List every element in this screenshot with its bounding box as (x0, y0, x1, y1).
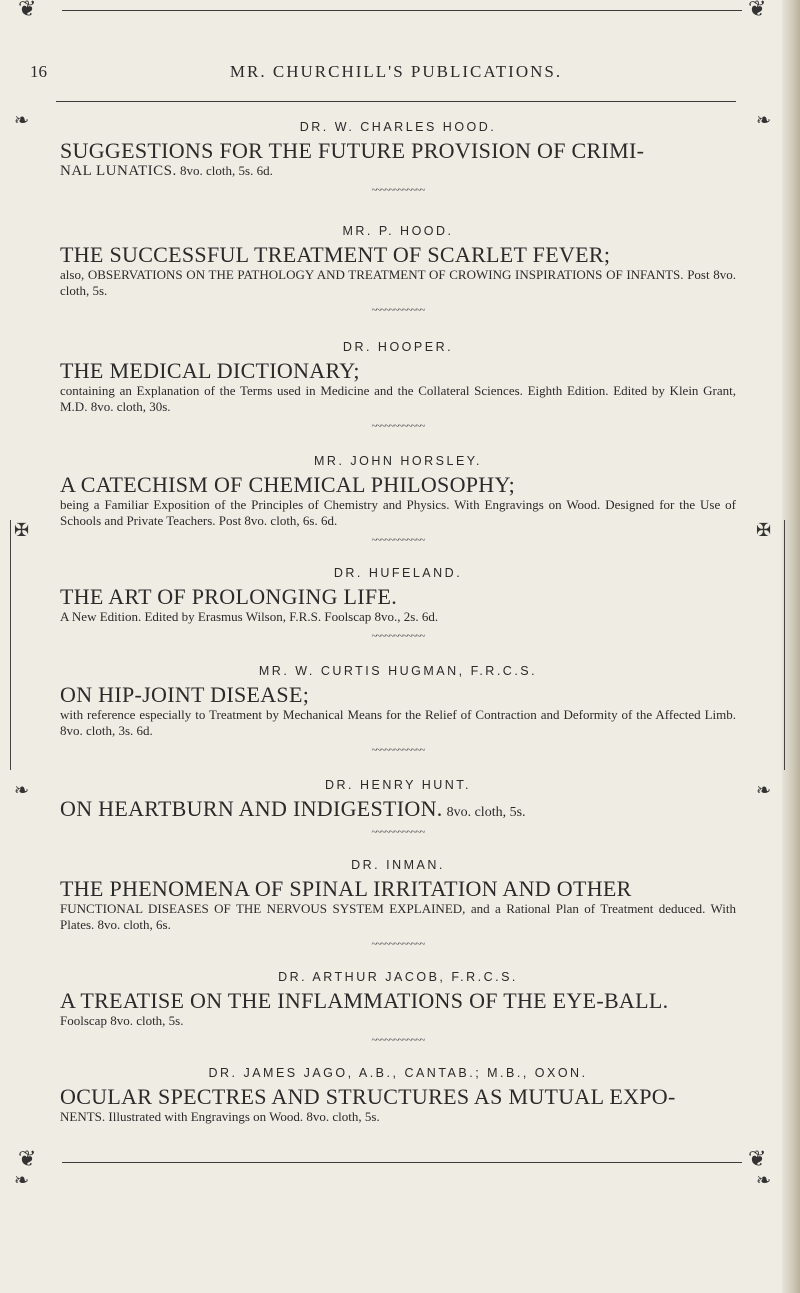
author-name: MR. P. HOOD. (342, 224, 454, 238)
divider: ~~~~~~~~~~~~ (371, 535, 425, 546)
author-name: DR. HENRY HUNT. (324, 778, 472, 792)
right-margin-ornament: ❧ (756, 780, 772, 800)
left-margin-ornament: ✠ (14, 520, 30, 540)
entry-inman (60, 858, 736, 957)
entry-hood-w-charles (60, 120, 736, 203)
bottom-rule (62, 1162, 742, 1163)
book-details: A New Edition. Edited by Erasmus Wilson, F.R.S. Foolscap 8vo., 2s. 6d. (60, 609, 439, 624)
bottom-left-ornament: ❦ (18, 1146, 37, 1171)
book-details: FUNCTIONAL DISEASES OF THE NERVOUS SYSTEM EXPLAINED, and a Rational Plan of Treatment deduced. With Plates. 8vo. cloth, 6s. (60, 901, 736, 932)
entry-jago (60, 1066, 736, 1125)
running-title: MR. CHURCHILL'S PUBLICATIONS. (229, 62, 563, 81)
book-title: THE ART OF PROLONGING LIFE. (60, 584, 397, 609)
right-margin-ornament: ❧ (756, 110, 772, 130)
entry-hood-p (60, 224, 736, 323)
book-title: A CATECHISM OF CHEMICAL PHILOSOPHY; (60, 472, 516, 497)
book-title: OCULAR SPECTRES AND STRUCTURES AS MUTUAL EXPO- (60, 1084, 676, 1109)
entry-hugman (60, 664, 736, 763)
book-details: being a Familiar Exposition of the Principles of Chemistry and Physics. With Engravings on Wood. Designed for the Use of Schools and Private Teachers. Post 8vo. cloth, 6s. 6d. (60, 497, 736, 528)
divider: ~~~~~~~~~~~~ (371, 1035, 425, 1046)
author-name: MR. JOHN HORSLEY. (314, 454, 482, 468)
running-header (30, 58, 736, 88)
divider: ~~~~~~~~~~~~ (371, 421, 425, 432)
book-details: Foolscap 8vo. cloth, 5s. (60, 1013, 184, 1028)
top-right-ornament: ❦ (748, 0, 767, 21)
top-left-ornament: ❦ (18, 0, 37, 21)
book-details: Post 8vo. cloth, 5s. (60, 267, 737, 298)
divider: ~~~~~~~~~~~~ (371, 305, 425, 316)
book-title: THE MEDICAL DICTIONARY; (60, 358, 360, 383)
book-title: THE PHENOMENA OF SPINAL IRRITATION AND OTHER (60, 876, 632, 901)
right-margin-ornament: ✠ (756, 520, 772, 540)
entry-hooper (60, 340, 736, 439)
left-border-rule (10, 520, 11, 770)
divider: ~~~~~~~~~~~~ (371, 185, 425, 196)
entry-hunt (60, 778, 736, 845)
left-margin-ornament: ❧ (14, 110, 30, 130)
book-details: NENTS. Illustrated with Engravings on Wood. 8vo. cloth, 5s. (60, 1109, 380, 1124)
book-details: with reference especially to Treatment by Mechanical Means for the Relief of Contraction and Deformity of the Affected Limb. 8vo. cloth, 3s. 6d. (60, 707, 736, 738)
book-title-cont: NAL LUNATICS. (60, 163, 177, 179)
right-border-rule (784, 520, 785, 770)
bottom-right-ornament: ❦ (748, 1146, 767, 1171)
entry-jacob (60, 970, 736, 1053)
divider: ~~~~~~~~~~~~ (371, 939, 425, 950)
author-name: DR. ARTHUR JACOB, F.R.C.S. (278, 970, 518, 984)
header-rule (56, 101, 736, 102)
book-title: A TREATISE ON THE INFLAMMATIONS OF THE EYE-BALL. (60, 988, 669, 1013)
author-name: DR. JAMES JAGO, A.B., CANTAB.; M.B., OXON. (208, 1066, 588, 1080)
book-title: ON HIP-JOINT DISEASE; (60, 682, 310, 707)
entry-horsley (60, 454, 736, 553)
divider: ~~~~~~~~~~~~ (371, 631, 425, 642)
book-title: THE SUCCESSFUL TREATMENT OF SCARLET FEVER; (60, 242, 611, 267)
book-details: containing an Explanation of the Terms used in Medicine and the Collateral Sciences. Eighth Edition. Edited by Klein Grant, M.D. 8vo. cloth, 30s. (60, 383, 736, 414)
book-title: SUGGESTIONS FOR THE FUTURE PROVISION OF CRIMI- (60, 138, 645, 163)
divider: ~~~~~~~~~~~~ (371, 745, 425, 756)
book-title: ON HEARTBURN AND INDIGESTION. (60, 796, 443, 821)
book-subtitle: also, OBSERVATIONS ON THE PATHOLOGY AND TREATMENT OF CROWING INSPIRATIONS OF INFANTS. (60, 267, 684, 282)
right-margin-ornament: ❧ (756, 1170, 772, 1190)
author-name: DR. W. CHARLES HOOD. (299, 120, 497, 134)
author-name: DR. HUFELAND. (333, 566, 463, 580)
book-details: 8vo. cloth, 5s. 6d. (180, 163, 273, 178)
book-details: 8vo. cloth, 5s. (446, 805, 526, 820)
author-name: MR. W. CURTIS HUGMAN, F.R.C.S. (258, 664, 538, 678)
author-name: DR. HOOPER. (342, 340, 454, 354)
left-margin-ornament: ❧ (14, 1170, 30, 1190)
left-margin-ornament: ❧ (14, 780, 30, 800)
author-name: DR. INMAN. (351, 858, 445, 872)
page-number: 16 (30, 62, 47, 81)
entry-hufeland (60, 566, 736, 649)
top-rule (62, 10, 742, 11)
divider: ~~~~~~~~~~~~ (371, 827, 425, 838)
